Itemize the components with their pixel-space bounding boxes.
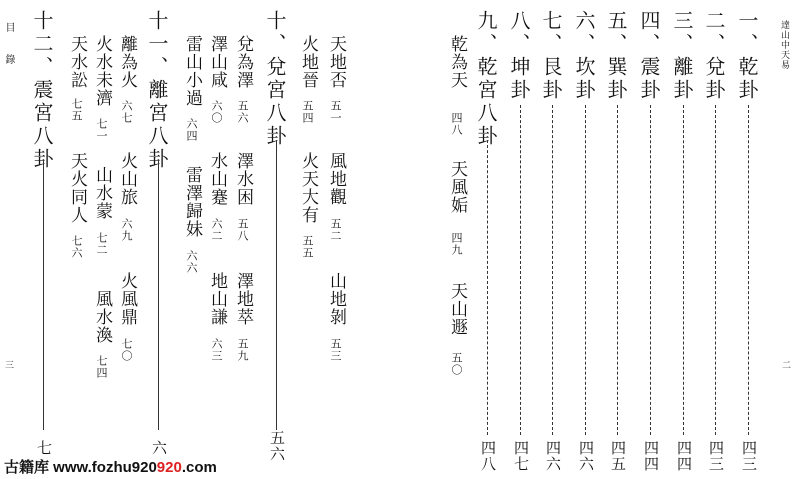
chapter-page: 四四 [642,440,660,472]
section-page-zhen: 七 [35,440,53,456]
toc-leader-line [43,160,44,430]
section-heading-zhen: 十二、震宮八卦 [30,10,54,171]
toc-leader-line [158,160,159,430]
chapter-page: 四六 [544,440,562,472]
chapter-page: 四三 [707,440,725,472]
entry-page: 五〇 [450,352,463,376]
entry-name: 山地剝 [326,272,346,326]
entry-page: 六四 [185,118,198,142]
entry-page: 七五 [70,98,83,122]
entry-page: 六二 [210,218,223,242]
entry-page: 五三 [329,338,342,362]
toc-leader-line [487,140,488,435]
entry-name: 澤山咸 [207,35,227,89]
entry-page: 七四 [95,355,108,379]
entry-name: 火天大有 [298,152,318,224]
chapter-title: 九、乾宮八卦 [474,10,498,148]
chapter-page: 四八 [479,440,497,472]
watermark-text: 古籍库 www.fozhu920 [4,459,157,476]
entry-name: 水山蹇 [207,152,227,206]
entry-name: 雷山小過 [182,35,202,107]
section-heading-dui: 十、兌宮八卦 [263,10,287,148]
entry-name: 雷澤歸妹 [182,166,202,238]
chapter-title: 八、坤卦 [507,10,531,102]
running-head: 達山中天易 [779,20,789,70]
entry-name: 離為火 [117,35,137,89]
chapter-page: 四三 [740,440,758,472]
chapter-title: 七、艮卦 [539,10,563,102]
entry-name: 天山遯 [447,282,467,336]
entry-page: 五八 [236,218,249,242]
entry-page: 七二 [95,232,108,256]
entry-page: 五六 [236,100,249,124]
toc-leader-line [276,140,277,430]
left-side-label: 目 錄 [3,22,14,70]
entry-page: 六三 [210,338,223,362]
entry-name: 天風姤 [447,160,467,214]
entry-page: 四九 [450,232,463,256]
chapter-title: 四、震卦 [637,10,661,102]
chapter-page: 四四 [675,440,693,472]
entry-name: 山水蒙 [92,166,112,220]
entry-name: 澤水困 [233,152,253,206]
chapter-title: 一、乾卦 [735,10,759,102]
toc-leader-line [617,105,618,435]
entry-name: 火風鼎 [117,272,137,326]
entry-page: 五九 [236,338,249,362]
left-page-number: 三 [3,360,13,370]
toc-leader-line [715,105,716,435]
entry-name: 兌為澤 [233,35,253,89]
entry-name: 火山旅 [117,152,137,206]
entry-page: 五二 [329,218,342,242]
chapter-page: 四七 [512,440,530,472]
chapter-title: 六、坎卦 [572,10,596,102]
toc-leader-line [552,105,553,435]
entry-page: 七一 [95,118,108,142]
entry-name: 風地觀 [326,152,346,206]
section-page-li: 六 [150,440,168,456]
chapter-page: 四五 [609,440,627,472]
entry-name: 天火同人 [67,152,87,224]
entry-page: 五四 [301,100,314,124]
entry-page: 六六 [185,250,198,274]
entry-name: 澤地萃 [233,272,253,326]
toc-leader-line [748,105,749,435]
watermark [4,456,217,477]
watermark-highlight: 920 [156,459,182,476]
entry-name: 地山謙 [207,272,227,326]
entry-page: 四八 [450,112,463,136]
entry-name: 天水訟 [67,35,87,89]
entry-name: 乾為天 [447,35,467,89]
chapter-page: 四六 [577,440,595,472]
entry-name: 火地晉 [298,35,318,89]
section-heading-li: 十一、離宮八卦 [145,10,169,171]
chapter-title: 二、兌卦 [702,10,726,102]
section-page-dui: 五六 [268,430,286,462]
entry-page: 七〇 [120,338,133,362]
chapter-title: 三、離卦 [670,10,694,102]
entry-name: 天地否 [326,35,346,89]
entry-page: 六〇 [210,100,223,124]
entry-name: 風水渙 [92,290,112,344]
entry-page: 五五 [301,235,314,259]
entry-page: 六七 [120,100,133,124]
watermark-suffix: .com [181,459,217,476]
toc-leader-line [585,105,586,435]
toc-leader-line [683,105,684,435]
right-page-number: 二 [780,360,790,370]
entry-page: 七六 [70,235,83,259]
toc-leader-line [650,105,651,435]
toc-leader-line [520,105,521,435]
entry-page: 六九 [120,218,133,242]
entry-page: 五一 [329,100,342,124]
entry-name: 火水未濟 [92,35,112,107]
chapter-title: 五、巽卦 [604,10,628,102]
